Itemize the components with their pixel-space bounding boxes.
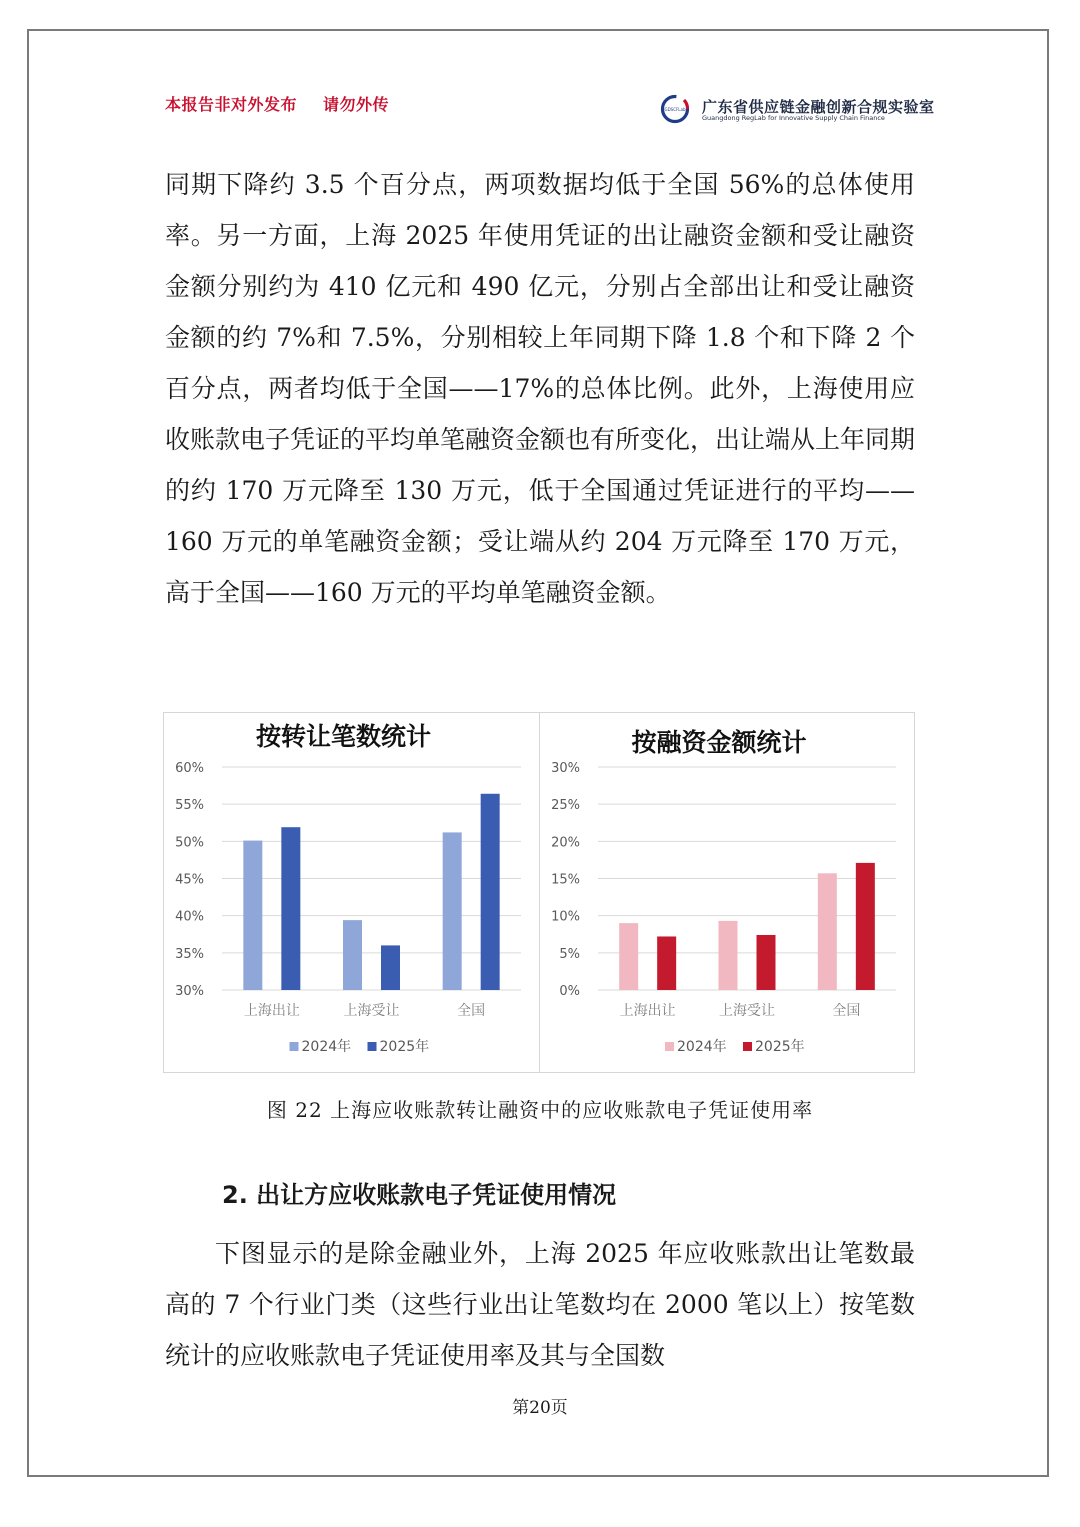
x-tick-label: 上海受让 <box>719 1003 775 1019</box>
y-tick-label: 0% <box>559 984 580 999</box>
notice-not-public: 本报告非对外发布 <box>165 95 298 114</box>
chart-by-count-svg <box>164 713 539 1072</box>
bar-2025年-全国 <box>856 863 875 990</box>
legend-label: 2025年 <box>755 1039 805 1055</box>
bar-2024年-全国 <box>443 832 462 990</box>
legend-label: 2025年 <box>379 1039 430 1055</box>
org-name-cn: 广东省供应链金融创新合规实验室 <box>702 98 935 116</box>
bar-2024年-全国 <box>818 873 837 990</box>
page-number: 第20页 <box>512 1398 568 1418</box>
y-tick-label: 30% <box>175 984 204 999</box>
y-tick-label: 35% <box>175 946 204 962</box>
x-tick-label: 上海出让 <box>619 1003 676 1019</box>
chart-title: 按融资金额统计 <box>631 728 807 757</box>
bar-2025年-上海受让 <box>757 935 776 990</box>
y-tick-label: 55% <box>175 798 204 814</box>
legend-label: 2024年 <box>677 1039 727 1055</box>
chart-title: 按转让笔数统计 <box>255 722 432 751</box>
chart-by-amount-svg <box>540 713 914 1072</box>
body-paragraph-2: 下图显示的是除金融业外，上海 2025 年应收账款出让笔数最高的 7 个行业门类（这些行业出让笔数均在 2000 笔以上）按笔数统计的应收账款电子凭证使用率及其与全国数 <box>165 1239 915 1370</box>
legend-label: 2024年 <box>301 1039 352 1055</box>
legend-swatch <box>743 1042 752 1051</box>
y-tick-label: 40% <box>175 909 204 925</box>
x-tick-label: 上海受让 <box>343 1003 400 1019</box>
section-heading: 2. 出让方应收账款电子凭证使用情况 <box>222 1181 617 1209</box>
logo-mark-text: GDSCFLab <box>664 107 686 112</box>
bar-2025年-上海受让 <box>381 945 400 990</box>
legend-swatch <box>290 1042 299 1051</box>
y-tick-label: 10% <box>551 909 580 925</box>
bar-2024年-上海出让 <box>619 923 638 990</box>
bar-2025年-全国 <box>481 794 500 990</box>
y-tick-label: 25% <box>551 798 580 814</box>
figure-caption: 图 22 上海应收账款转让融资中的应收账款电子凭证使用率 <box>266 1098 814 1122</box>
confidential-notice <box>165 92 389 115</box>
x-tick-label: 全国 <box>457 1003 486 1019</box>
bar-2024年-上海受让 <box>719 921 738 990</box>
y-tick-label: 20% <box>551 835 580 851</box>
x-tick-label: 上海出让 <box>243 1003 300 1019</box>
figure-22-charts <box>163 712 915 1073</box>
y-tick-label: 30% <box>551 761 580 776</box>
y-tick-label: 15% <box>551 872 580 888</box>
x-tick-label: 全国 <box>832 1003 861 1019</box>
chart-by-count <box>163 712 540 1073</box>
bar-2024年-上海出让 <box>243 841 262 990</box>
y-tick-label: 60% <box>175 761 204 776</box>
body-paragraph-1: 同期下降约 3.5 个百分点，两项数据均低于全国 56%的总体使用率。另一方面，上海 2025 年使用凭证的出让融资金额和受让融资金额分别约为 410 亿元和 490 亿元，分别占全部出让和受让融资金额的约 7%和 7.5%，分别相较上年同期下降 1.8 个和下降 2 个百分点，两者均低于全国——17%的总体比例。此外，上海使用应收账款电子凭证的平均单笔融资金额也有所变化，出让端从上年同期的约 170 万元降至 130 万元，低于全国通过凭证进行的平均——160 万元的单笔融资金额；受让端从约 204 万元降至 170 万元，高于全国——160 万元的平均单笔融资金额。 <box>165 170 916 607</box>
org-name-en: Guangdong RegLab for Innovative Supply Chain Finance <box>702 114 885 122</box>
logo-ring-icon <box>660 94 690 124</box>
bar-2024年-上海受让 <box>343 920 362 990</box>
org-logo <box>660 94 935 128</box>
legend-swatch <box>665 1042 674 1051</box>
y-tick-label: 50% <box>175 835 204 851</box>
bar-2025年-上海出让 <box>281 827 300 990</box>
bar-2025年-上海出让 <box>657 936 676 990</box>
y-tick-label: 45% <box>175 872 204 888</box>
chart-by-amount <box>539 712 915 1073</box>
notice-do-not-distribute: 请勿外传 <box>323 95 390 114</box>
legend-swatch <box>368 1042 377 1051</box>
y-tick-label: 5% <box>559 946 580 962</box>
